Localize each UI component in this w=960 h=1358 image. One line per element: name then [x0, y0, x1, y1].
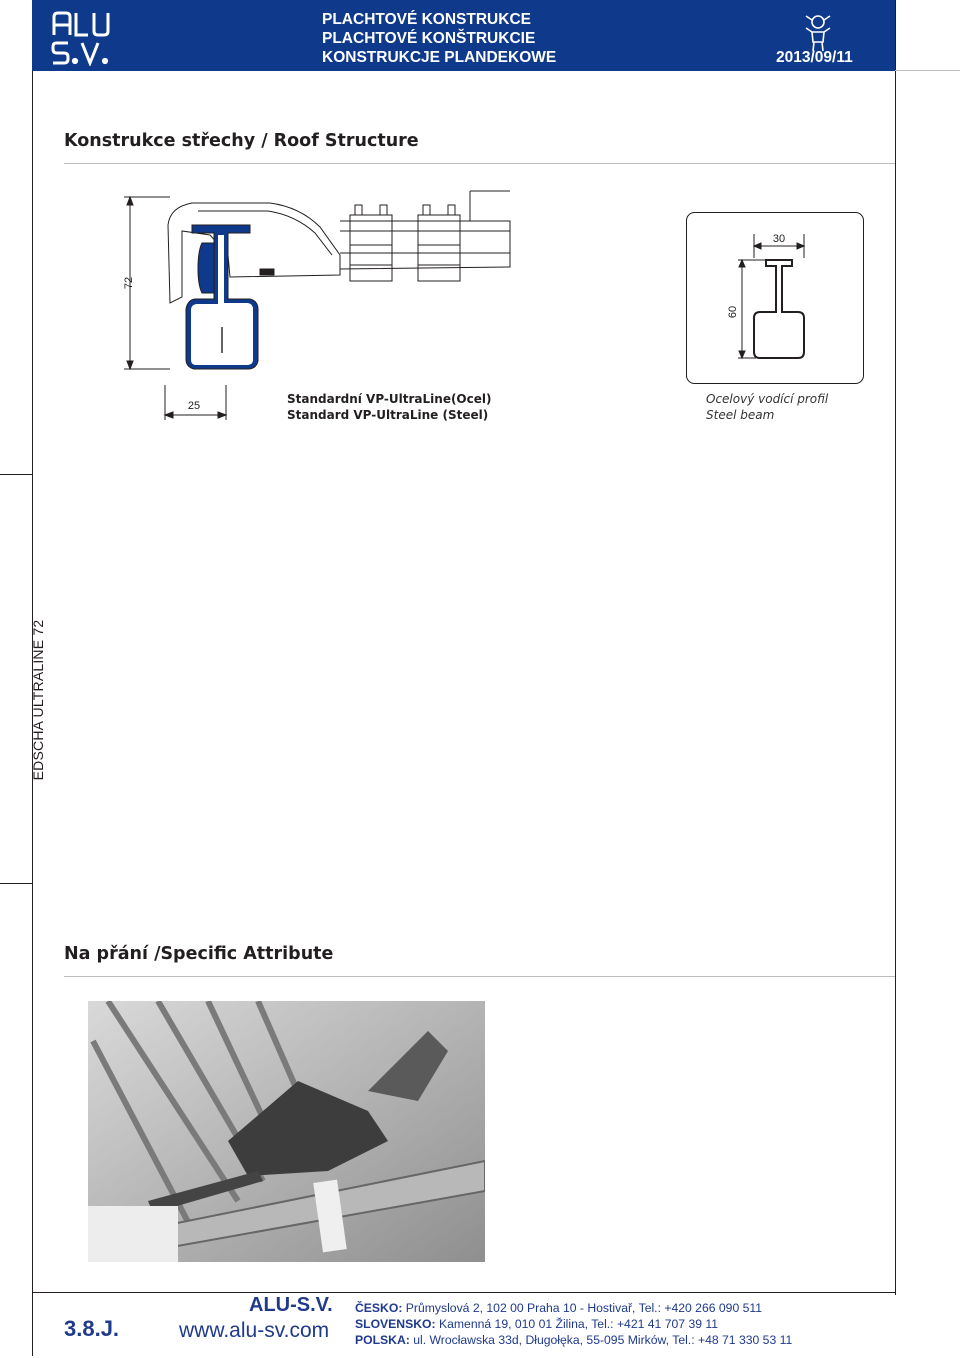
section-title-specific: Na přání /Specific Attribute: [64, 944, 334, 964]
dim-height-label: 72: [123, 276, 135, 290]
address-sk: [355, 1316, 792, 1332]
dim-width-label: 25: [187, 400, 201, 412]
header-title-pl: KONSTRUKCJE PLANDEKOWE: [322, 49, 557, 66]
steel-caption-line2: Steel beam: [706, 408, 775, 422]
page-code: 3.8.J.: [64, 1316, 120, 1341]
detail-height-label: 60: [727, 305, 739, 319]
side-tick-bottom: [0, 883, 32, 884]
side-label: EDSCHA ULTRALINE 72: [30, 619, 46, 781]
footer-website-link[interactable]: www.alu-sv.com: [179, 1319, 330, 1342]
footer-divider: [32, 1292, 896, 1293]
address-text: ul. Wrocławska 33d, Długołęka, 55-095 Mirków, Tel.: +48 71 330 53 11: [409, 1333, 793, 1347]
address-cz: [355, 1300, 792, 1316]
frame-right-gray-line: [895, 70, 960, 71]
address-text: Kamenná 19, 010 01 Žilina, Tel.: +421 41 707 39 11: [435, 1317, 719, 1331]
standard-caption-line2: Standard VP-UltraLine (Steel): [287, 408, 489, 422]
alu-sv-logo: [50, 9, 112, 66]
mascot-icon: [800, 12, 836, 52]
header-title-cz: PLACHTOVÉ KONSTRUKCE: [322, 11, 531, 28]
standard-caption: [287, 391, 492, 423]
header-date: 2013/09/11: [776, 49, 853, 66]
frame-right-line: [895, 0, 896, 1295]
steel-caption-line1: Ocelový vodící profil: [706, 392, 829, 406]
section-rule-roof: [64, 163, 895, 164]
standard-caption-line1: Standardní VP-UltraLine(Ocel): [287, 392, 492, 406]
section-title-roof: Konstrukce střechy / Roof Structure: [64, 131, 419, 151]
footer-addresses: [355, 1300, 792, 1348]
address-text: Průmyslová 2, 102 00 Praha 10 - Hostivař, Tel.: +420 266 090 511: [402, 1301, 763, 1315]
header-titles: [322, 10, 582, 67]
footer-brand: ALU-S.V.: [249, 1294, 333, 1316]
section-rule-specific: [64, 976, 895, 977]
detail-width-label: 30: [772, 233, 786, 245]
address-country: SLOVENSKO:: [355, 1317, 436, 1331]
specific-attribute-photo: [88, 1001, 485, 1262]
header-title-sk: PLACHTOVÉ KONŠTRUKCIE: [322, 30, 536, 47]
steel-beam-caption: [706, 391, 828, 423]
address-pl: [355, 1332, 792, 1348]
side-tick-top: [0, 474, 32, 475]
steel-beam-detail: [686, 212, 864, 384]
address-country: ČESKO:: [355, 1301, 403, 1315]
address-country: POLSKA:: [355, 1333, 410, 1347]
